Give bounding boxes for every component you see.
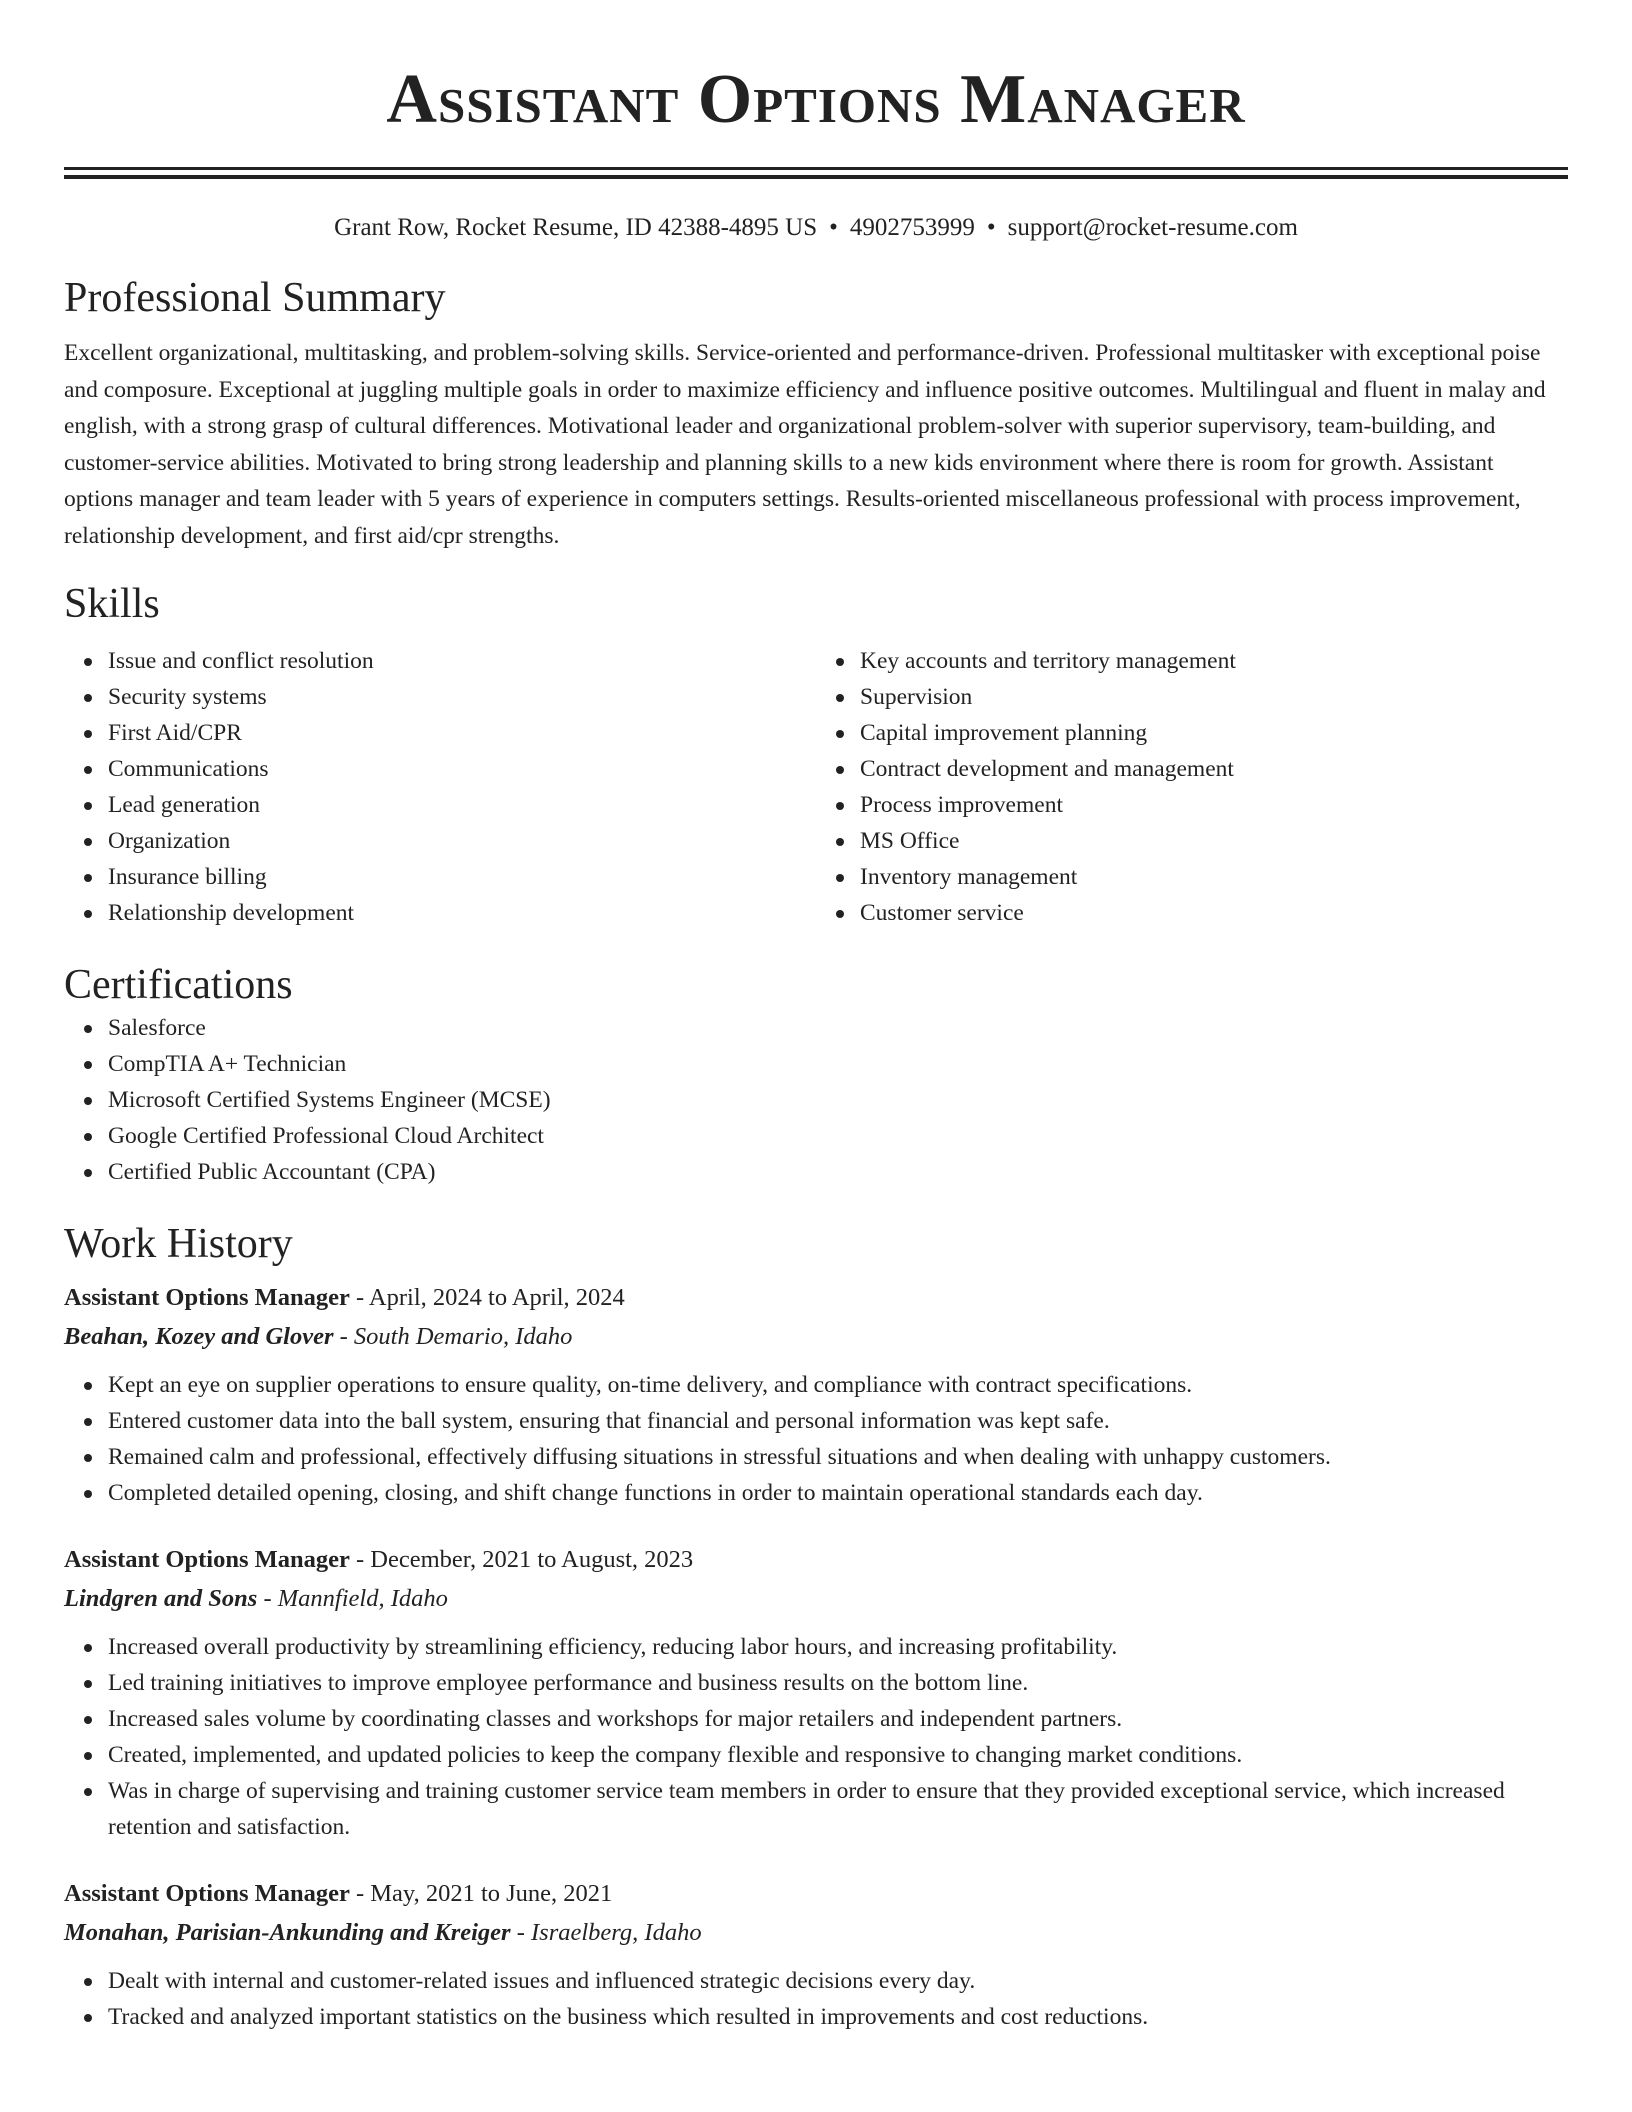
job-bullet: Was in charge of supervising and training customer service team members in order to ensure that they provided exceptional service, which increased retention and satisfaction.: [108, 1773, 1568, 1845]
skill-item: Key accounts and territory management: [860, 643, 1568, 679]
certification-item: Salesforce: [108, 1010, 1568, 1046]
summary-text: Excellent organizational, multitasking, and problem-solving skills. Service-oriented and performance-driven. Professional multitasker with exceptional poise and composure. Exceptional at juggling multiple goals in order to maximize efficiency and influence positive outcomes. Multilingual and fluent in malay and english, with a strong grasp of cultural differences. Motivational leader and organizational problem-solver with superior supervisory, team-building, and customer-service abilities. Motivated to bring strong leadership and planning skills to a new kids environment where there is room for growth. Assistant options manager and team leader with 5 years of experience in computers settings. Results-oriented miscellaneous professional with process improvement, relationship development, and first aid/cpr strengths.: [64, 340, 1546, 549]
job-bullet: Increased overall productivity by streamlining efficiency, reducing labor hours, and increasing profitability.: [108, 1629, 1568, 1665]
job-bullets: [64, 1963, 1568, 2035]
contact-address: Grant Row, Rocket Resume, ID 42388-4895 US: [334, 214, 818, 241]
job-title-line: [64, 1541, 1568, 1579]
skill-item: Process improvement: [860, 787, 1568, 823]
summary-heading: Professional Summary: [64, 275, 446, 321]
job-bullet: Entered customer data into the ball system, ensuring that financial and personal information was kept safe.: [108, 1403, 1568, 1439]
skill-item: Security systems: [108, 679, 816, 715]
contact-separator: •: [986, 214, 996, 241]
job-company: Beahan, Kozey and Glover: [64, 1323, 334, 1350]
job-company-line: [64, 1913, 1568, 1953]
job-title: Assistant Options Manager: [64, 1284, 350, 1311]
job-location: - Mannfield, Idaho: [257, 1585, 448, 1612]
job-dates: - December, 2021 to August, 2023: [349, 1546, 694, 1573]
job-bullet: Dealt with internal and customer-related issues and influenced strategic decisions every day.: [108, 1963, 1568, 1999]
contact-separator: •: [829, 214, 838, 241]
job-company-line: [64, 1317, 1568, 1357]
certification-item: Certified Public Accountant (CPA): [108, 1154, 1568, 1190]
skill-item: MS Office: [860, 823, 1568, 859]
job-location: - South Demario, Idaho: [333, 1323, 573, 1350]
job-title: Assistant Options Manager: [64, 1546, 350, 1573]
skill-item: Communications: [108, 751, 816, 787]
contact-email: support@rocket-resume.com: [1007, 214, 1298, 241]
job-bullet: Completed detailed opening, closing, and shift change functions in order to maintain operational standards each day.: [108, 1475, 1568, 1511]
job-entry: [64, 1279, 1568, 1511]
job-bullet: Kept an eye on supplier operations to ensure quality, on-time delivery, and compliance with contract specifications.: [108, 1367, 1568, 1403]
title-divider: [64, 167, 1568, 179]
job-bullet: Led training initiatives to improve employee performance and business results on the bottom line.: [108, 1665, 1568, 1701]
skill-item: Insurance billing: [108, 859, 816, 895]
certifications-heading: Certifications: [64, 962, 293, 1008]
skill-item: Relationship development: [108, 895, 816, 931]
resume-title: Assistant Options Manager: [386, 61, 1246, 138]
skill-item: Lead generation: [108, 787, 816, 823]
certifications-list: [64, 1010, 1568, 1190]
skills-right-list: [816, 643, 1568, 931]
job-bullets: [64, 1367, 1568, 1511]
certification-item: Google Certified Professional Cloud Architect: [108, 1118, 1568, 1154]
skill-item: First Aid/CPR: [108, 715, 816, 751]
job-entry: [64, 1875, 1568, 2035]
job-dates: - May, 2021 to June, 2021: [349, 1880, 613, 1907]
contact-phone: 4902753999: [849, 214, 975, 241]
resume-page: [64, 0, 1568, 2035]
job-company: Lindgren and Sons: [64, 1585, 258, 1612]
skill-item: Capital improvement planning: [860, 715, 1568, 751]
skill-item: Inventory management: [860, 859, 1568, 895]
skills-left-list: [64, 643, 816, 931]
certification-item: Microsoft Certified Systems Engineer (MCSE): [108, 1082, 1568, 1118]
skill-item: Customer service: [860, 895, 1568, 931]
job-bullet: Increased sales volume by coordinating classes and workshops for major retailers and independent partners.: [108, 1701, 1568, 1737]
job-company: Monahan, Parisian-Ankunding and Kreiger: [64, 1919, 511, 1946]
job-bullet: Created, implemented, and updated policies to keep the company flexible and responsive to changing market conditions.: [108, 1737, 1568, 1773]
job-title-line: [64, 1875, 1568, 1913]
skill-item: Organization: [108, 823, 816, 859]
job-location: - Israelberg, Idaho: [510, 1919, 702, 1946]
skills-columns: [64, 643, 1568, 931]
skill-item: Contract development and management: [860, 751, 1568, 787]
job-title-line: [64, 1279, 1568, 1317]
job-title: Assistant Options Manager: [64, 1880, 350, 1907]
job-dates: - April, 2024 to April, 2024: [349, 1284, 625, 1311]
job-entry: [64, 1541, 1568, 1845]
contact-line: [64, 213, 1568, 243]
skill-item: Supervision: [860, 679, 1568, 715]
job-bullet: Remained calm and professional, effectively diffusing situations in stressful situations and when dealing with unhappy customers.: [108, 1439, 1568, 1475]
job-company-line: [64, 1579, 1568, 1619]
work-history-heading: Work History: [64, 1221, 293, 1267]
skills-heading: Skills: [64, 581, 160, 627]
certification-item: CompTIA A+ Technician: [108, 1046, 1568, 1082]
job-bullet: Tracked and analyzed important statistics on the business which resulted in improvements and cost reductions.: [108, 1999, 1568, 2035]
job-bullets: [64, 1629, 1568, 1845]
skill-item: Issue and conflict resolution: [108, 643, 816, 679]
